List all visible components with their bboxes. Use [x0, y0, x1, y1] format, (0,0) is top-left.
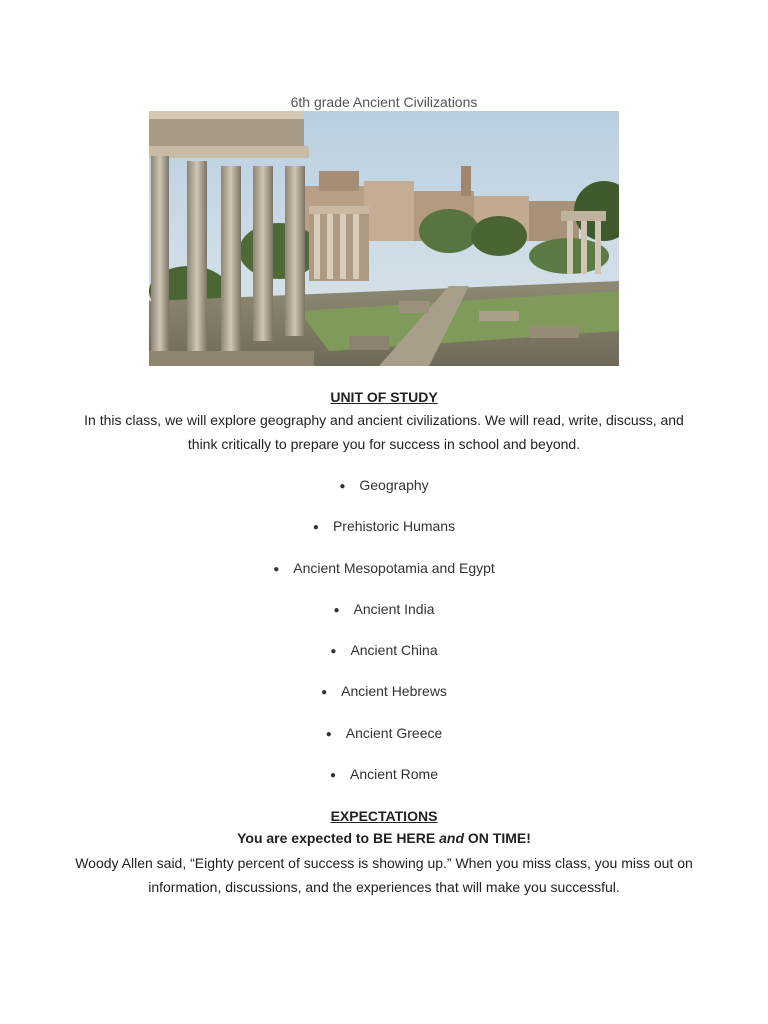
expectation-part-1: You are expected to BE HERE — [237, 830, 440, 846]
list-item — [0, 599, 768, 640]
bullet-icon: ● — [330, 770, 337, 782]
bullet-icon: ● — [339, 481, 346, 492]
unit-of-study-paragraph: In this class, we will explore geography and ancient civilizations. We will read, write, discuss, and think critically to prepare you for success in school and beyond. — [84, 412, 684, 452]
topic-label: Ancient Mesopotamia and Egypt — [293, 559, 495, 576]
topic-label: Ancient India — [353, 600, 435, 617]
document-title: 6th grade Ancient Civilizations — [290, 94, 478, 110]
expectation-statement — [0, 830, 768, 846]
bullet-icon: ● — [312, 522, 319, 534]
unit-of-study-heading: UNIT OF STUDY — [330, 389, 438, 405]
list-item — [0, 764, 768, 805]
roman-forum-photo — [149, 111, 619, 366]
topic-label: Ancient Greece — [345, 724, 443, 741]
expectation-italic: and — [439, 830, 464, 846]
bullet-icon: ● — [333, 604, 340, 616]
topic-label: Ancient Rome — [350, 766, 438, 783]
topic-list — [0, 475, 768, 805]
expectations-paragraph: Woody Allen said, “Eighty percent of success is showing up.” When you miss class, you miss out on information, discussions, and the experiences that will make you successful. — [75, 855, 693, 895]
topic-label: Geography — [359, 477, 429, 493]
topic-label: Prehistoric Humans — [332, 518, 456, 535]
list-item — [0, 475, 768, 516]
topic-label: Ancient Hebrews — [341, 683, 447, 700]
bullet-icon: ● — [325, 728, 332, 740]
bullet-icon: ● — [273, 563, 280, 575]
list-item — [0, 723, 768, 764]
topic-label: Ancient China — [350, 642, 438, 659]
list-item — [0, 516, 768, 557]
expectations-heading: EXPECTATIONS — [330, 808, 438, 824]
list-item — [0, 640, 768, 681]
bullet-icon: ● — [330, 646, 337, 658]
list-item — [0, 558, 768, 599]
bullet-icon: ● — [321, 687, 328, 699]
expectation-part-2: ON TIME! — [464, 830, 531, 846]
list-item — [0, 681, 768, 722]
